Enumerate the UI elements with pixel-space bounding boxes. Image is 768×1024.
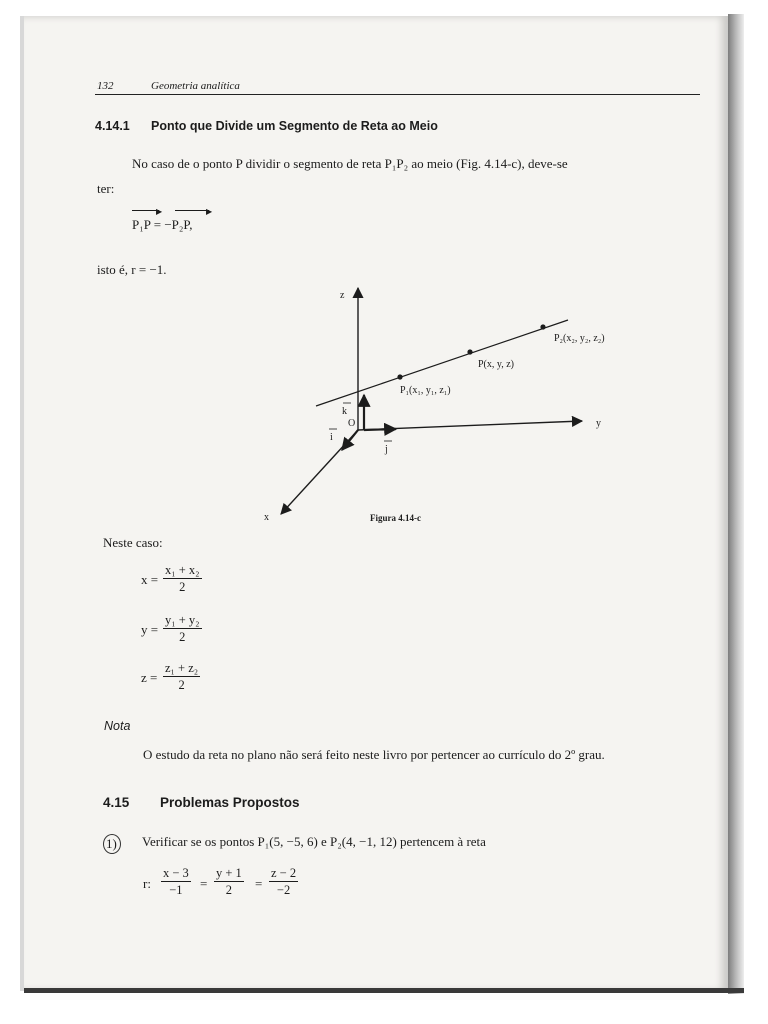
line-r-fraction-z-den: −2 xyxy=(276,883,291,897)
running-title: Geometria analítica xyxy=(151,80,240,92)
p1-label: P₁(x₁, y₁, z₁) xyxy=(400,385,451,396)
line-r-name: r: xyxy=(143,876,151,891)
x-axis-label: x xyxy=(264,512,269,523)
neste-caso-label: Neste caso: xyxy=(103,535,163,550)
page-number: 132 xyxy=(97,80,114,92)
formula-x-numerator: x₁ + x₂ xyxy=(165,563,200,577)
formula-y-fraction xyxy=(163,613,202,644)
line-r-fraction-x-num: x − 3 xyxy=(163,866,189,880)
nota-label: Nota xyxy=(104,719,131,733)
page-bottom-edge xyxy=(24,988,744,993)
vector-equation xyxy=(132,207,213,233)
p2-label: P₂(x₂, y₂, z₂) xyxy=(554,333,605,344)
line-r-fraction-x xyxy=(161,866,191,897)
z-axis-label: z xyxy=(340,290,345,301)
line-r-fraction-z-num: z − 2 xyxy=(271,866,297,880)
j-label: j xyxy=(385,444,388,455)
line-r-fraction-y-den: 2 xyxy=(225,883,233,897)
paragraph-line-2: ter: xyxy=(97,181,115,196)
point-p1 xyxy=(397,374,402,379)
problem-1-text: Verificar se os pontos P₁(5, −5, 6) e P₂(4, −1, 12) pertencem à reta xyxy=(142,834,486,849)
nota-text: O estudo da reta no plano não será feito neste livro por pertencer ao currículo do 2º grau. xyxy=(143,747,605,762)
section-title: Ponto que Divide um Segmento de Reta ao Meio xyxy=(151,119,438,133)
formula-z-lhs: z = xyxy=(141,670,158,685)
formula-x-fraction xyxy=(163,563,202,594)
formula-y-lhs: y = xyxy=(141,622,159,637)
j-unit-vector xyxy=(364,429,396,430)
k-label: k xyxy=(342,406,347,417)
p-label: P(x, y, z) xyxy=(478,359,515,370)
formula-z-fraction xyxy=(163,661,200,692)
figure-4-14-c xyxy=(250,278,650,538)
formula-y-numerator: y₁ + y₂ xyxy=(165,613,200,627)
formula-z-numerator: z₁ + z₂ xyxy=(165,661,199,675)
formula-y-denominator: 2 xyxy=(179,630,186,644)
i-unit-vector xyxy=(342,430,358,450)
line-r-fraction-x-den: −1 xyxy=(169,883,183,897)
formula-z-denominator: 2 xyxy=(178,678,185,692)
header-rule xyxy=(95,94,700,95)
line-r-fraction-y xyxy=(214,866,244,897)
equals-sign-1: = xyxy=(200,876,208,891)
isto-e-line: isto é, r = −1. xyxy=(97,262,167,277)
point-p xyxy=(467,349,472,354)
origin-label: O xyxy=(348,418,356,429)
formula-x-lhs: x = xyxy=(141,572,159,587)
book-spine-shadow xyxy=(728,14,744,994)
problem-1-number: 1) xyxy=(106,836,117,851)
section-number: 4.14.1 xyxy=(95,119,130,133)
y-axis-label: y xyxy=(596,418,601,429)
figure-caption: Figura 4.14-c xyxy=(370,513,421,523)
line-r-fraction-z xyxy=(269,866,298,897)
point-p2 xyxy=(540,324,545,329)
vector-arrow-1 xyxy=(132,210,159,211)
paragraph-line-1: No caso de o ponto P dividir o segmento de reta P₁P₂ ao meio (Fig. 4.14-c), deve-se xyxy=(132,156,568,171)
vector-arrowhead-2: ▶ xyxy=(206,207,213,216)
equals-sign-2: = xyxy=(255,876,263,891)
x-axis xyxy=(281,430,358,514)
section-4-15-number: 4.15 xyxy=(103,795,130,810)
formula-x-denominator: 2 xyxy=(179,580,186,594)
line-r-fraction-y-num: y + 1 xyxy=(216,866,242,880)
vector-arrow-2 xyxy=(175,210,209,211)
vector-equation-text: P₁P = −P₂P, xyxy=(132,217,193,232)
i-label: i xyxy=(330,432,333,443)
vector-arrowhead-1: ▶ xyxy=(156,207,163,216)
section-4-15-title: Problemas Propostos xyxy=(160,795,300,810)
